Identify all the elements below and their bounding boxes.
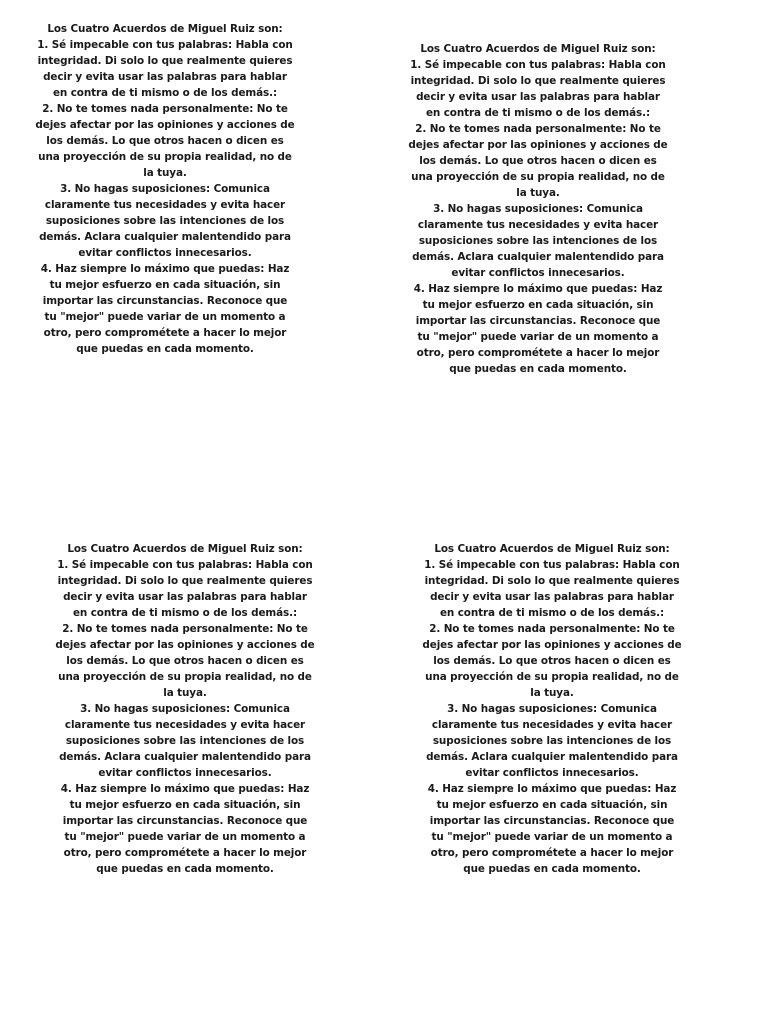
text-line: que puedas en cada momento. bbox=[96, 863, 274, 875]
text-line: la tuya. bbox=[530, 687, 574, 699]
text-line: 4. Haz siempre lo máximo que puedas: Haz bbox=[413, 283, 663, 295]
text-line: decir y evita usar las palabras para hablar bbox=[43, 71, 287, 83]
text-line: los demás. Lo que otros hacen o dicen es bbox=[419, 155, 657, 167]
text-line: claramente tus necesidades y evita hacer bbox=[431, 719, 673, 731]
text-line: 3. No hagas suposiciones: Comunica bbox=[433, 203, 643, 215]
text-line: importar las circunstancias. Reconoce que bbox=[62, 815, 308, 827]
text-line: demás. Aclara cualquier malentendido para bbox=[412, 251, 664, 263]
text-line: 3. No hagas suposiciones: Comunica bbox=[447, 703, 657, 715]
text-line: una proyección de su propia realidad, no de bbox=[38, 151, 292, 163]
text-line: importar las circunstancias. Reconoce que bbox=[415, 315, 661, 327]
text-line: 2. No te tomes nada personalmente: No te bbox=[62, 623, 308, 635]
block-heading: Los Cuatro Acuerdos de Miguel Ruiz son: bbox=[67, 543, 303, 555]
text-line: dejes afectar por las opiniones y acciones de bbox=[55, 639, 315, 651]
text-block-top-right bbox=[403, 41, 673, 377]
text-line: otro, pero comprométete a hacer lo mejor bbox=[416, 347, 660, 359]
text-line: 4. Haz siempre lo máximo que puedas: Haz bbox=[40, 263, 290, 275]
text-line: decir y evita usar las palabras para hablar bbox=[416, 91, 660, 103]
text-line: en contra de ti mismo o de los demás.: bbox=[439, 607, 665, 619]
text-line: dejes afectar por las opiniones y acciones de bbox=[422, 639, 682, 651]
text-line: integridad. Di solo lo que realmente quieres bbox=[410, 75, 666, 87]
text-line: demás. Aclara cualquier malentendido para bbox=[39, 231, 291, 243]
text-line: 1. Sé impecable con tus palabras: Habla con bbox=[37, 39, 293, 51]
text-line: integridad. Di solo lo que realmente quieres bbox=[424, 575, 680, 587]
text-line: la tuya. bbox=[163, 687, 207, 699]
text-line: importar las circunstancias. Reconoce que bbox=[429, 815, 675, 827]
text-line: otro, pero comprométete a hacer lo mejor bbox=[430, 847, 674, 859]
text-line: 4. Haz siempre lo máximo que puedas: Haz bbox=[427, 783, 677, 795]
text-line: 1. Sé impecable con tus palabras: Habla con bbox=[57, 559, 313, 571]
text-line: otro, pero comprométete a hacer lo mejor bbox=[63, 847, 307, 859]
text-line: una proyección de su propia realidad, no de bbox=[411, 171, 665, 183]
block-heading: Los Cuatro Acuerdos de Miguel Ruiz son: bbox=[47, 23, 283, 35]
text-line: importar las circunstancias. Reconoce que bbox=[42, 295, 288, 307]
text-line: 3. No hagas suposiciones: Comunica bbox=[80, 703, 290, 715]
text-line: tu mejor esfuerzo en cada situación, sin bbox=[436, 799, 668, 811]
block-heading: Los Cuatro Acuerdos de Miguel Ruiz son: bbox=[434, 543, 670, 555]
text-line: que puedas en cada momento. bbox=[463, 863, 641, 875]
text-line: los demás. Lo que otros hacen o dicen es bbox=[66, 655, 304, 667]
text-line: suposiciones sobre las intenciones de los bbox=[432, 735, 672, 747]
text-line: 1. Sé impecable con tus palabras: Habla con bbox=[424, 559, 680, 571]
text-line: dejes afectar por las opiniones y acciones de bbox=[35, 119, 295, 131]
text-line: 2. No te tomes nada personalmente: No te bbox=[42, 103, 288, 115]
text-line: tu "mejor" puede variar de un momento a bbox=[417, 331, 659, 343]
text-line: tu "mejor" puede variar de un momento a bbox=[64, 831, 306, 843]
text-line: claramente tus necesidades y evita hacer bbox=[44, 199, 286, 211]
text-line: 4. Haz siempre lo máximo que puedas: Haz bbox=[60, 783, 310, 795]
text-line: los demás. Lo que otros hacen o dicen es bbox=[433, 655, 671, 667]
text-line: 1. Sé impecable con tus palabras: Habla con bbox=[410, 59, 666, 71]
text-line: decir y evita usar las palabras para hablar bbox=[63, 591, 307, 603]
text-line: la tuya. bbox=[143, 167, 187, 179]
text-line: la tuya. bbox=[516, 187, 560, 199]
text-line: integridad. Di solo lo que realmente quieres bbox=[57, 575, 313, 587]
text-line: en contra de ti mismo o de los demás.: bbox=[52, 87, 278, 99]
text-line: que puedas en cada momento. bbox=[449, 363, 627, 375]
text-line: claramente tus necesidades y evita hacer bbox=[64, 719, 306, 731]
text-line: tu "mejor" puede variar de un momento a bbox=[44, 311, 286, 323]
text-block-top-left bbox=[30, 21, 300, 357]
text-line: evitar conflictos innecesarios. bbox=[465, 767, 639, 779]
text-line: en contra de ti mismo o de los demás.: bbox=[425, 107, 651, 119]
text-line: suposiciones sobre las intenciones de los bbox=[45, 215, 285, 227]
text-line: decir y evita usar las palabras para hablar bbox=[430, 591, 674, 603]
text-line: dejes afectar por las opiniones y acciones de bbox=[408, 139, 668, 151]
text-line: 2. No te tomes nada personalmente: No te bbox=[429, 623, 675, 635]
text-line: integridad. Di solo lo que realmente quieres bbox=[37, 55, 293, 67]
text-line: una proyección de su propia realidad, no de bbox=[58, 671, 312, 683]
text-line: claramente tus necesidades y evita hacer bbox=[417, 219, 659, 231]
text-line: tu mejor esfuerzo en cada situación, sin bbox=[422, 299, 654, 311]
text-line: evitar conflictos innecesarios. bbox=[98, 767, 272, 779]
text-line: que puedas en cada momento. bbox=[76, 343, 254, 355]
block-heading: Los Cuatro Acuerdos de Miguel Ruiz son: bbox=[420, 43, 656, 55]
text-line: tu mejor esfuerzo en cada situación, sin bbox=[49, 279, 281, 291]
text-line: tu mejor esfuerzo en cada situación, sin bbox=[69, 799, 301, 811]
text-line: evitar conflictos innecesarios. bbox=[451, 267, 625, 279]
text-block-bottom-left bbox=[50, 541, 320, 877]
text-line: tu "mejor" puede variar de un momento a bbox=[431, 831, 673, 843]
text-line: demás. Aclara cualquier malentendido para bbox=[59, 751, 311, 763]
text-line: en contra de ti mismo o de los demás.: bbox=[72, 607, 298, 619]
text-block-bottom-right bbox=[417, 541, 687, 877]
text-line: 2. No te tomes nada personalmente: No te bbox=[415, 123, 661, 135]
text-line: evitar conflictos innecesarios. bbox=[78, 247, 252, 259]
text-line: una proyección de su propia realidad, no de bbox=[425, 671, 679, 683]
text-line: 3. No hagas suposiciones: Comunica bbox=[60, 183, 270, 195]
text-line: suposiciones sobre las intenciones de los bbox=[418, 235, 658, 247]
text-line: los demás. Lo que otros hacen o dicen es bbox=[46, 135, 284, 147]
text-line: demás. Aclara cualquier malentendido para bbox=[426, 751, 678, 763]
text-line: suposiciones sobre las intenciones de los bbox=[65, 735, 305, 747]
text-line: otro, pero comprométete a hacer lo mejor bbox=[43, 327, 287, 339]
